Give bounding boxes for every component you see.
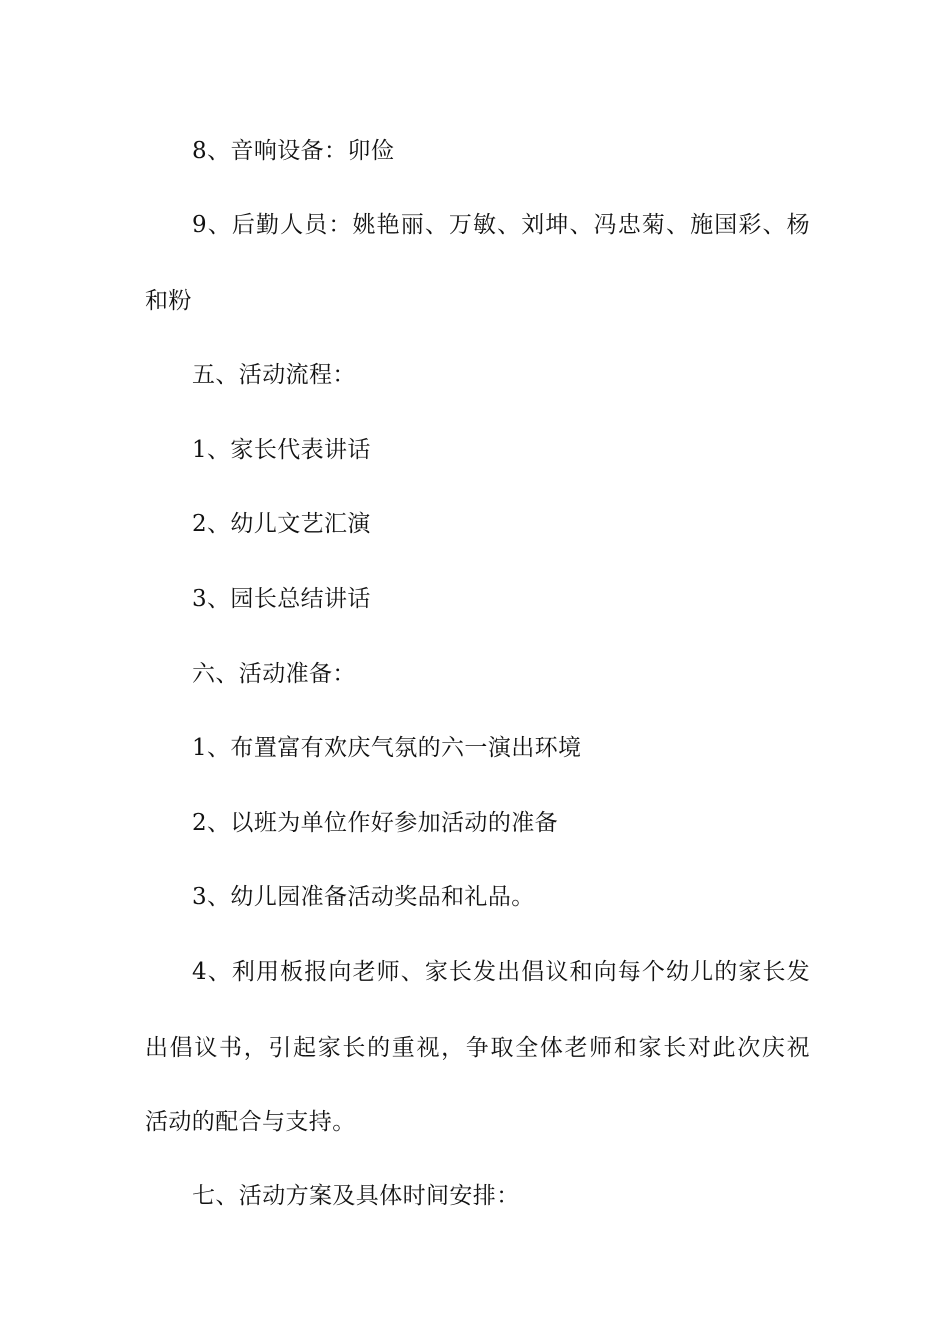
prep-item-1: 1、布置富有欢庆气氛的六一演出环境 — [192, 735, 582, 761]
flow-item-1: 1、家长代表讲话 — [192, 437, 371, 463]
item-9-logistics-staff-continued: 和粉 — [145, 288, 192, 314]
prep-item-4: 4、利用板报向老师、家长发出倡议和向每个幼儿的家长发 — [192, 959, 810, 985]
section-5-heading: 五、活动流程： — [192, 362, 356, 388]
prep-item-3: 3、幼儿园准备活动奖品和礼品。 — [192, 884, 535, 910]
section-7-heading: 七、活动方案及具体时间安排： — [192, 1183, 520, 1209]
prep-item-4-continued: 出倡议书，引起家长的重视，争取全体老师和家长对此次庆祝 — [145, 1035, 810, 1061]
prep-item-2: 2、以班为单位作好参加活动的准备 — [192, 810, 559, 836]
prep-item-4-end: 活动的配合与支持。 — [145, 1109, 356, 1135]
flow-item-2: 2、幼儿文艺汇演 — [192, 511, 371, 537]
item-9-logistics-staff: 9、后勤人员：姚艳丽、万敏、刘坤、冯忠菊、施国彩、杨 — [192, 212, 810, 238]
item-8-sound-equipment: 8、音响设备：卯俭 — [192, 138, 395, 164]
flow-item-3: 3、园长总结讲话 — [192, 586, 371, 612]
section-6-heading: 六、活动准备： — [192, 661, 356, 687]
